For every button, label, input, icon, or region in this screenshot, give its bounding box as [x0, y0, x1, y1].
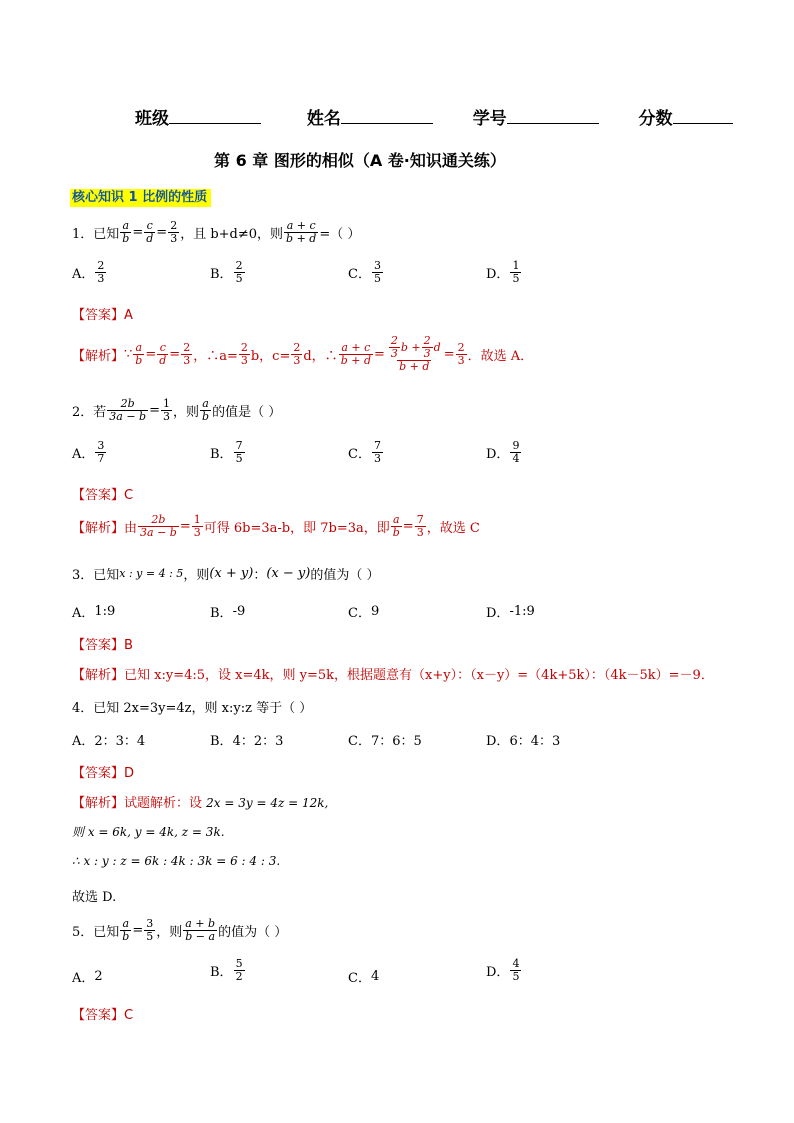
option-a[interactable]: A． $\frac{2}{3}$	[72, 259, 105, 285]
question-5: 5．已知 $\frac{a}{b}$ = $\frac{3}{5}$ ，则 $\frac{a + b}{b - a}$ 的值为（ ）	[72, 917, 288, 943]
answer-2: 【答案】C	[72, 488, 134, 503]
question-4: 4．已知 2x=3y=4z，则 x:y:z 等于（ ）	[72, 701, 313, 716]
student-id-blank[interactable]	[507, 107, 599, 124]
option-b[interactable]: B． $\frac{5}{2}$	[210, 957, 243, 983]
compound-fraction: $\frac{2}{3}$ b + $\frac{2}{3}$ d b + d	[390, 334, 441, 373]
page-title: 第 6 章 图形的相似（A 卷·知识通关练）	[214, 151, 506, 170]
option-a[interactable]: A． 2	[72, 969, 103, 986]
analysis-4-line3: ∴ x : y : z = 6k : 4k : 3k = 6 : 4 : 3.	[72, 854, 281, 868]
answer-3: 【答案】B	[72, 638, 133, 653]
fraction: $\frac{c}{d}$	[146, 219, 154, 245]
analysis-2: 【解析】 由 $\frac{2b}{3a - b}$ = $\frac{1}{3}$ 可得 6b=3a-b，即 7b=3a，即 $\frac{a}{b}$ = $\frac{7}{3}$ ，故选 C	[72, 513, 480, 539]
option-a[interactable]: A． $\frac{3}{7}$	[72, 439, 105, 465]
question-2: 2．若 $\frac{2b}{3a - b}$ = $\frac{1}{3}$ ，则 $\frac{a}{b}$ 的值是（ ）	[72, 397, 282, 423]
fraction: $\frac{a}{b}$	[122, 219, 130, 245]
student-id-label: 学号	[472, 109, 507, 129]
analysis-3: 【解析】已知 x:y=4:5，设 x=4k，则 y=5k，根据题意有（x+y）：（x－y）=（4k+5k）：（4k－5k）=－9．	[72, 668, 714, 683]
header-fields	[135, 104, 733, 129]
fraction: $\frac{a + c}{b + d}$	[286, 219, 317, 245]
name-blank[interactable]	[341, 107, 433, 124]
option-d[interactable]: D． $\frac{9}{4}$	[486, 439, 520, 465]
question-1: 1．已知 $\frac{a}{b}$ = $\frac{c}{d}$ = $\frac{2}{3}$ ，且 b+d≠0，则 $\frac{a + c}{b + d}$ =（ ）	[72, 219, 361, 245]
option-a[interactable]: A． 1:9	[72, 604, 116, 621]
question-3: 3．已知 x : y = 4 : 5 ，则 (x + y) ： (x − y) 的值为（ ）	[72, 566, 380, 583]
option-c[interactable]: C． 7：6：5	[348, 734, 422, 749]
section-heading: 核心知识 1 比例的性质	[70, 189, 211, 207]
option-b[interactable]: B． $\frac{7}{5}$	[210, 439, 243, 465]
fraction: $\frac{2}{3}$	[170, 219, 178, 245]
option-c[interactable]: C． 4	[348, 969, 380, 986]
score-label: 分数	[638, 109, 673, 129]
option-d[interactable]: D． 6：4：3	[486, 734, 561, 749]
class-blank[interactable]	[169, 107, 261, 124]
option-c[interactable]: C． $\frac{7}{3}$	[348, 439, 381, 465]
score-blank[interactable]	[673, 107, 733, 124]
option-d[interactable]: D． $\frac{4}{5}$	[486, 957, 520, 983]
analysis-4: 【解析】试题解析：设 2x = 3y = 4z = 12k,	[72, 796, 329, 811]
class-label: 班级	[135, 109, 169, 129]
answer-4: 【答案】D	[72, 766, 135, 781]
option-b[interactable]: B． 4：2：3	[210, 734, 284, 749]
option-b[interactable]: B． $\frac{2}{5}$	[210, 259, 243, 285]
option-d[interactable]: D． -1:9	[486, 604, 535, 621]
option-d[interactable]: D． $\frac{1}{5}$	[486, 259, 520, 285]
answer-1: 【答案】A	[72, 308, 133, 323]
analysis-4-line2: 则 x = 6k, y = 4k, z = 3k.	[72, 825, 225, 839]
answer-5: 【答案】C	[72, 1008, 134, 1023]
option-b[interactable]: B． -9	[210, 604, 246, 621]
option-a[interactable]: A． 2：3：4	[72, 734, 146, 749]
option-c[interactable]: C． $\frac{3}{5}$	[348, 259, 381, 285]
name-label: 姓名	[306, 109, 341, 129]
option-c[interactable]: C． 9	[348, 604, 380, 621]
analysis-1: 【解析】 ∵ $\frac{a}{b}$ = $\frac{c}{d}$ = $\frac{2}{3}$ ，∴a= $\frac{2}{3}$ b，c= $\frac{2}{3}$ d，∴ $\frac{a + c}{b + d}$ = $\frac{2}{3}$ b + $\frac{2}{3}$ d b + d = $\frac{2}{3}$ ．故选 A．	[72, 334, 534, 373]
analysis-4-line4: 故选 D.	[72, 890, 117, 905]
